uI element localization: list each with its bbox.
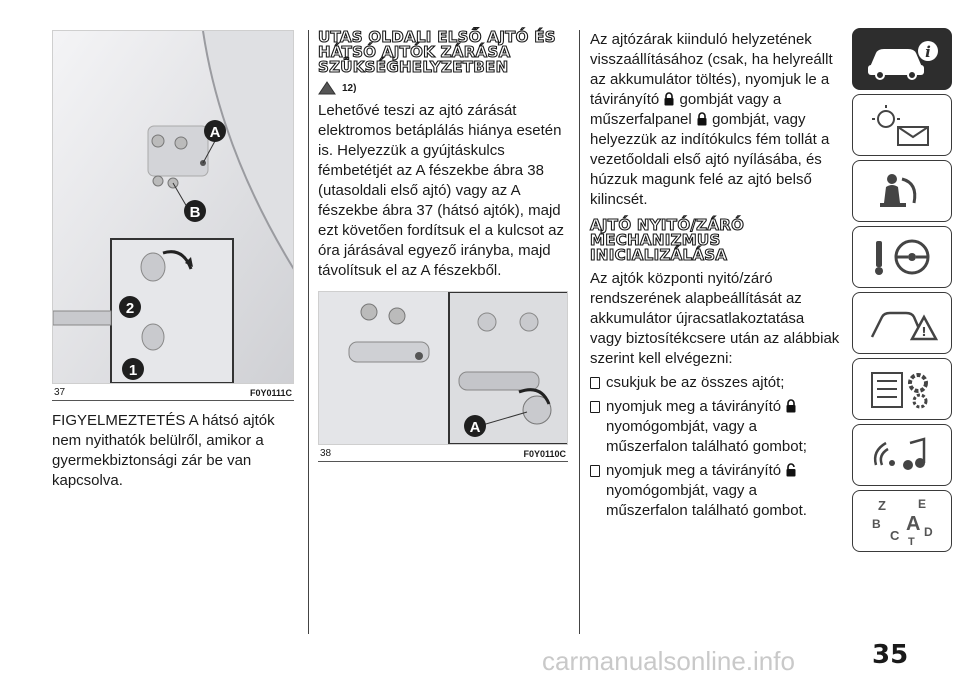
reset-text-part1: Az ajtózárak kiinduló helyzetének visszaállításához (csak, ha helyreállt az akkumulátor töltés), nyomjuk le a távirányító [590, 31, 833, 108]
rear-door-lock-illustration [53, 31, 294, 383]
lock-icon [785, 399, 797, 413]
child-lock-warning: FIGYELMEZTETÉS A hátsó ajtók nem nyithatók belülről, amikor a gyermekbiztonsági zár be van kapcsolva. [52, 412, 275, 489]
front-door-lock-illustration [319, 292, 568, 444]
chapter-tab-car-info[interactable] [852, 28, 952, 90]
list-item-text-a: nyomjuk meg a távirányító [606, 462, 782, 479]
figure-number: 38 [320, 448, 332, 459]
chapter-tab-multimedia[interactable] [852, 424, 952, 486]
figure-37 [52, 30, 294, 384]
chapter-tab-warning-lights[interactable] [852, 94, 952, 156]
figure-label-b: B [189, 204, 201, 221]
index-letter: Z [878, 498, 886, 513]
warning-lights-icon [862, 103, 942, 147]
unlock-icon [785, 463, 797, 477]
middle-column [318, 30, 568, 462]
figure-code: F0Y0111C [249, 387, 292, 398]
index-letter: A [906, 513, 921, 535]
key-steering-icon [862, 235, 942, 279]
list-item-text-b: nyomógombját, vagy a műszerfalon található gombot. [606, 482, 807, 519]
warning-reference [318, 81, 568, 95]
index-letter: B [872, 517, 881, 531]
right-column [590, 30, 840, 521]
left-column [52, 30, 294, 491]
road-hazard-icon [862, 301, 942, 345]
chapter-tab-emergency[interactable] [852, 292, 952, 354]
figure-38-caption [318, 445, 568, 459]
list-item-text-b: nyomógombját, vagy a műszerfalon található gombot; [606, 418, 807, 455]
init-paragraph: Az ajtók központi nyitó/záró rendszerének alapbeállítását az akkumulátor újracsatlakoztatása vagy biztosítékcsere után az alábbiak szerint kell elvégezni: [590, 270, 840, 367]
reset-text-part2: gombját vagy a műszerfalpanel [590, 91, 782, 128]
caption-rule [318, 461, 568, 462]
warning-ref-number: 12) [342, 82, 357, 94]
section-heading: UTAS OLDALI ELSŐ AJTÓ ÉS HÁTSÓ AJTÓK ZÁRÁSA SZÜKSÉGHELYZETBEN [318, 28, 556, 76]
car-info-icon [862, 37, 942, 81]
list-item [590, 397, 840, 457]
figure-label-a: A [209, 124, 221, 141]
index-icon [862, 496, 942, 546]
chapter-tab-maintenance[interactable] [852, 358, 952, 420]
section-heading: AJTÓ NYITÓ/ZÁRÓ MECHANIZMUS INICIALIZÁLÁSA [590, 216, 745, 264]
figure-number: 37 [54, 387, 66, 398]
caption-rule [52, 400, 294, 401]
checkbox-bullet-icon [590, 465, 600, 477]
list-item-text: csukjuk be az összes ajtót; [606, 374, 785, 391]
list-item-text [606, 397, 840, 457]
figure-label-2: 2 [125, 300, 135, 317]
index-letter: T [908, 536, 915, 546]
list-item [590, 461, 840, 521]
emergency-lock-text: Lehetővé teszi az ajtó zárását elektromos betáplálás hiánya esetén is. Helyezzük a gyújtáskulcs fémbetétjét az A fészekbe ábra 38 (utasoldali első ajtó) vagy az A fészekbe ábra 37 (hátsó ajtók), majd ezt követően fordítsuk el a kulcsot az óra járásával egyező irányba, majd távolítsuk el az A fészekből. [318, 102, 564, 279]
index-letter: C [890, 528, 900, 543]
index-letter: E [918, 497, 927, 511]
chapter-tab-safety[interactable] [852, 160, 952, 222]
index-letter: D [924, 525, 933, 539]
warning-triangle-icon [318, 81, 336, 95]
figure-code: F0Y0110C [523, 448, 566, 459]
chapter-sidebar [852, 28, 952, 556]
figure-label-a: A [469, 419, 481, 436]
lock-icon [663, 92, 675, 106]
lock-icon [696, 112, 708, 126]
reset-text-part3: gombját, vagy helyezzük az indítókulcs fém tollát a vezetőoldali első ajtó nyílásába, és húzzuk magunk felé az ajtó belső kilincsét. [590, 111, 830, 208]
checkbox-bullet-icon [590, 401, 600, 413]
column-divider [308, 30, 309, 634]
checkbox-bullet-icon [590, 377, 600, 389]
list-item [590, 373, 840, 393]
watermark: carmanualsonline.info [542, 646, 795, 676]
maintenance-gear-icon [862, 367, 942, 411]
airbag-seat-icon [862, 169, 942, 213]
reset-paragraph [590, 30, 840, 210]
figure-label-1: 1 [128, 362, 138, 379]
multimedia-icon [862, 433, 942, 477]
svg-text:!: ! [921, 325, 927, 339]
figure-37-caption [52, 384, 294, 398]
column-divider [579, 30, 580, 634]
chapter-tab-index[interactable] [852, 490, 952, 552]
figure-38 [318, 291, 568, 445]
svg-text:i: i [925, 43, 931, 61]
chapter-tab-starting-driving[interactable] [852, 226, 952, 288]
list-item-text [606, 461, 840, 521]
list-item-text-a: nyomjuk meg a távirányító [606, 398, 782, 415]
page-number: 35 [872, 640, 909, 670]
